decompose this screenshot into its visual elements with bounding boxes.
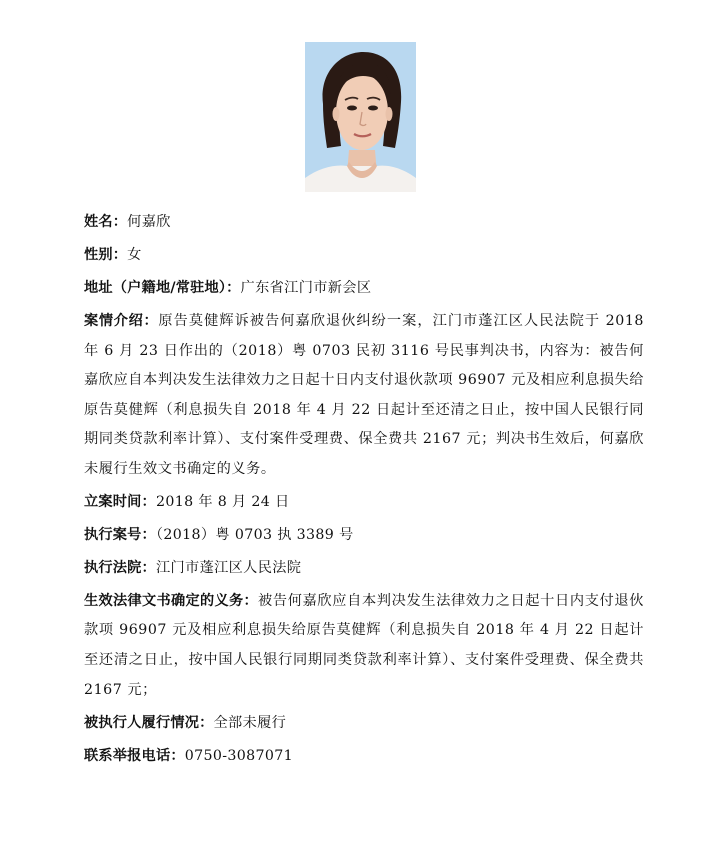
notice-body (84, 208, 644, 775)
address-label: 地址（户籍地/常驻地）： (84, 279, 241, 296)
performance-row (84, 709, 644, 739)
portrait-photo (305, 42, 416, 192)
address-row (84, 274, 644, 304)
case-number-label: 执行案号： (84, 526, 156, 543)
gender-row (84, 241, 644, 271)
name-label: 姓名： (84, 214, 128, 230)
phone-row (84, 742, 644, 772)
filing-date-value: 2018 年 8 月 24 日 (155, 493, 290, 510)
case-number-value: （2018）粤 0703 执 3389 号 (155, 526, 354, 543)
court-label: 执行法院： (84, 559, 156, 576)
obligation-text: 被告何嘉欣应自本判决发生法律效力之日起十日内支付退伙款项 96907 元及相应利息损失给原告莫健辉（利息损失自 2018 年 4 月 22 日起计至还清之日止，按中国人民银行同期同类贷款利率计算）、支付案件受理费、保全费共 2167 元； (84, 592, 644, 698)
case-number-row (84, 521, 644, 551)
gender-label: 性别： (84, 246, 128, 263)
gender-value: 女 (127, 246, 142, 263)
filing-date-label: 立案时间： (84, 493, 156, 510)
performance-value: 全部未履行 (213, 714, 287, 731)
case-intro-label: 案情介绍： (84, 312, 159, 329)
case-intro-text: 原告莫健辉诉被告何嘉欣退伙纠纷一案，江门市蓬江区人民法院于 2018 年 6 月 23 日作出的（2018）粤 0703 民初 3116 号民事判决书，内容为：被告何嘉欣应自本判决发生法律效力之日起十日内支付退伙款项 96907 元及相应利息损失给原告莫健辉（利息损失自 2018 年 4 月 22 日起计至还清之日止，按中国人民银行同期同类贷款利率计算）、支付案件受理费、保全费共 2167 元；判决书生效后，何嘉欣未履行生效文书确定的义务。 (84, 312, 644, 477)
phone-label: 联系举报电话： (84, 747, 185, 764)
court-value: 江门市蓬江区人民法院 (155, 559, 302, 576)
court-row (84, 554, 644, 584)
name-row (84, 208, 644, 238)
obligation-label: 生效法律文书确定的义务： (84, 592, 258, 609)
performance-label: 被执行人履行情况： (84, 714, 214, 731)
filing-date-row (84, 488, 644, 518)
case-intro-row (84, 307, 644, 485)
phone-value: 0750-3087071 (184, 747, 294, 764)
name-value: 何嘉欣 (127, 214, 171, 230)
address-value: 广东省江门市新会区 (240, 279, 372, 296)
obligation-row (84, 587, 644, 705)
